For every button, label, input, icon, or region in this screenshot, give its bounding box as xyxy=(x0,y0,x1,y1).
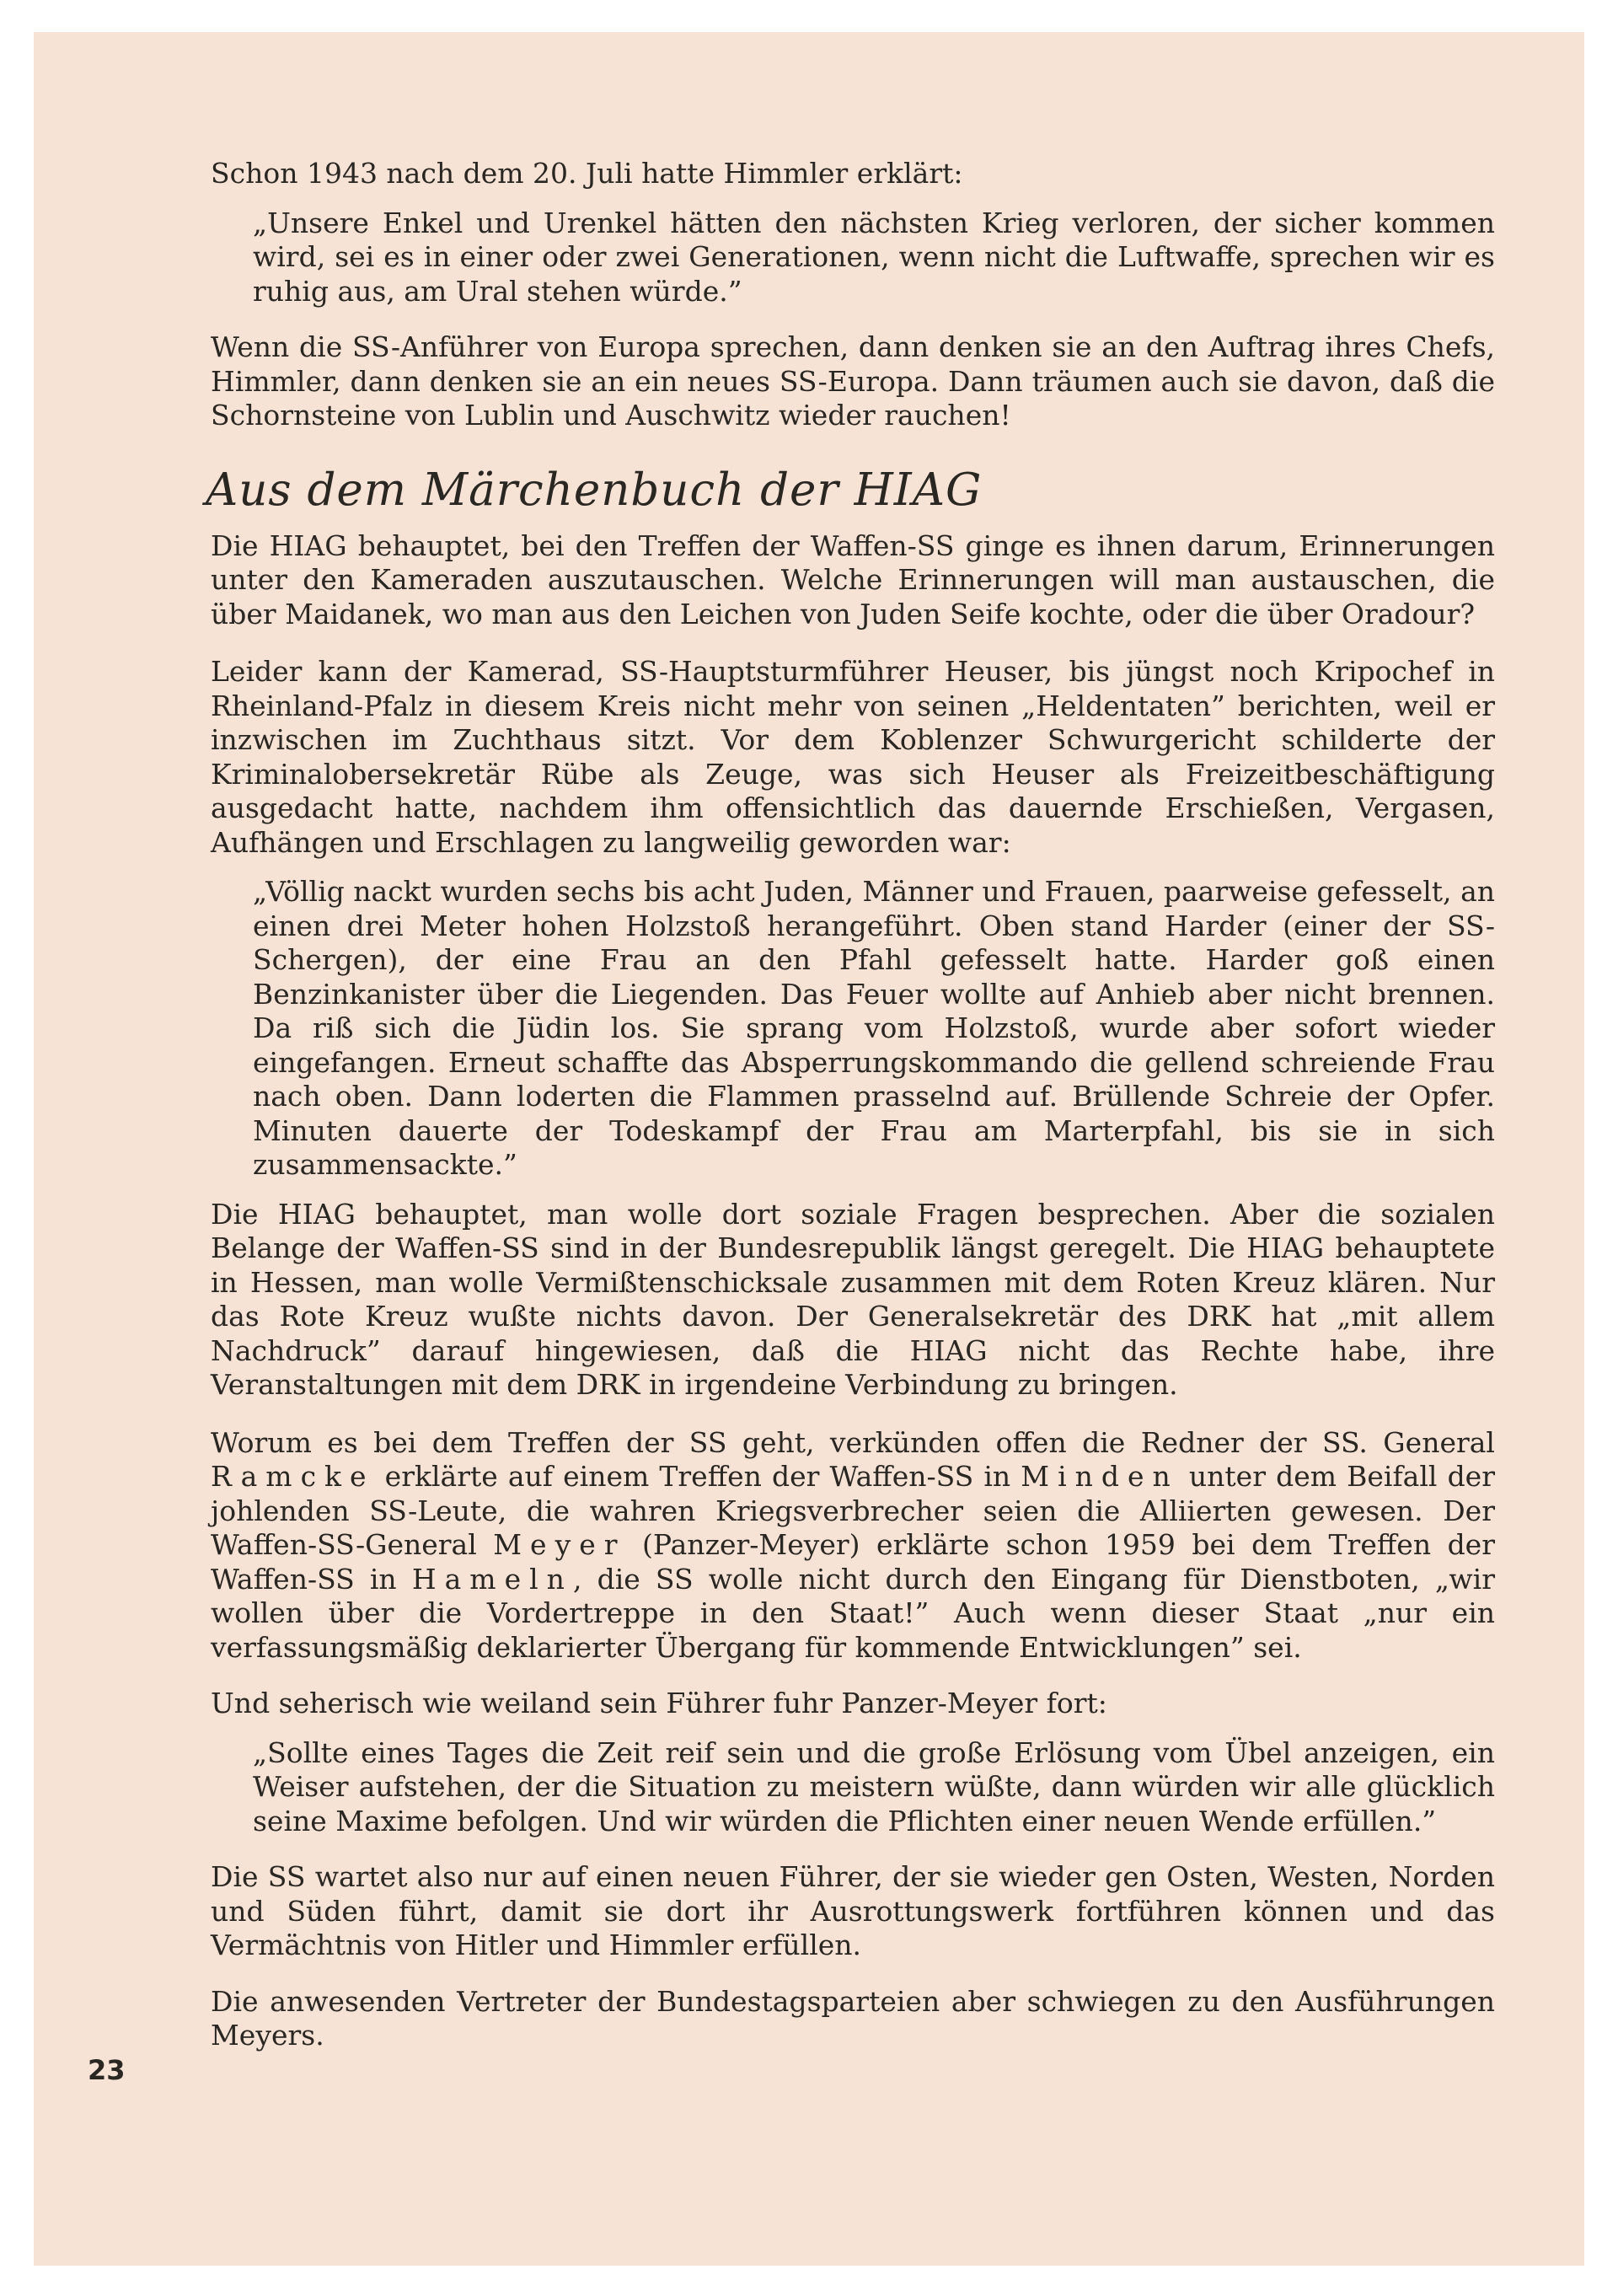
paragraph-ss-europa: Wenn die SS-Anführer von Europa sprechen, dann denken sie an den Auftrag ihres Chefs, Himmler, dann denken sie an ein neues SS-Europa. Dann träumen auch sie davon, daß die Schornsteine von Lublin und Auschwitz wieder rauchen! xyxy=(211,330,1495,432)
spaced-name-meyer: Meyer xyxy=(493,1528,626,1561)
text-run: unter dem Beifall der johlenden SS-Leute, die wahren Kriegsverbrecher seien die Alliierten gewesen. Der Waffen-SS-General xyxy=(211,1460,1495,1561)
text-run: Worum es bei dem Treffen der SS geht, verkünden offen die Redner der SS. General xyxy=(211,1425,1495,1459)
witness-quote: „Völlig nackt wurden sechs bis acht Juden, Männer und Frauen, paarweise gefesselt, an einen drei Meter hohen Holzstoß herangeführt. Oben stand Harder (einer der SS-Schergen), der eine Frau an den Pfahl gefesselt hatte. Harder goß einen Benzinkanister über die Liegenden. Das Feuer wollte auf Anhieb aber nicht brennen. Da riß sich die Jüdin los. Sie sprang vom Holzstoß, wurde aber sofort wieder eingefangen. Erneut schaffte das Absperrungskommando die gellend schreiende Frau nach oben. Dann loderten die Flammen prasselnd auf. Brüllende Schreie der Opfer. Minuten dauerte der Todeskampf der Frau am Marterpfahl, bis sie in sich zusammensackte.” xyxy=(253,875,1495,1181)
page-content xyxy=(206,157,1495,2053)
himmler-quote: „Unsere Enkel und Urenkel hätten den nächsten Krieg verloren, der sicher kommen wird, sei es in einer oder zwei Generationen, wenn nicht die Luftwaffe, sprechen wir es ruhig aus, am Ural stehen würde.” xyxy=(253,206,1495,308)
text-run: erklärte auf einem Treffen der Waffen-SS in xyxy=(374,1460,1021,1493)
section-heading: Aus dem Märchenbuch der HIAG xyxy=(206,464,983,516)
paragraph-social-questions: Die HIAG behauptet, man wolle dort soziale Fragen besprechen. Aber die sozialen Belange der Waffen-SS sind in der Bundesrepublik längst geregelt. Die HIAG behauptete in Hessen, man wolle Vermißtenschicksale zusammen mit dem Roten Kreuz klären. Nur das Rote Kreuz wußte nichts davon. Der Generalsekretär des DRK hat „mit allem Nachdruck” darauf hingewiesen, daß die HIAG nicht das Rechte habe, ihre Veranstaltungen mit dem DRK in irgendeine Verbindung zu bringen. xyxy=(211,1197,1495,1401)
paragraph-heuser: Leider kann der Kamerad, SS-Hauptsturmführer Heuser, bis jüngst noch Kripochef in Rheinland-Pfalz in diesem Kreis nicht mehr von seinen „Heldentaten” berichten, weil er inzwischen im Zuchthaus sitzt. Vor dem Koblenzer Schwurgericht schilderte der Kriminalobersekretär Rübe als Zeuge, was sich Heuser als Freizeitbeschäftigung ausgedacht hatte, nachdem ihm offensichtlich das dauernde Erschießen, Vergasen, Aufhängen und Erschlagen zu langweilig geworden war: xyxy=(211,655,1495,859)
paragraph-hiag-claims: Die HIAG behauptet, bei den Treffen der Waffen-SS ginge es ihnen darum, Erinnerungen unter den Kameraden auszutauschen. Welche Erinnerungen will man austauschen, die über Maidanek, wo man aus den Leichen von Juden Seife kochte, oder die über Oradour? xyxy=(211,528,1495,630)
paragraph-panzer-meyer: Und seherisch wie weiland sein Führer fuhr Panzer-Meyer fort: xyxy=(211,1687,1107,1719)
spaced-place-hameln: Hameln xyxy=(411,1562,573,1596)
page-number: 23 xyxy=(88,2054,126,2086)
text-run: (Panzer-Meyer) erklärte schon 1959 bei dem Treffen der Waffen-SS in xyxy=(211,1528,1495,1596)
paragraph-ss-speakers xyxy=(211,1426,1495,1666)
paragraph-closing: Die anwesenden Vertreter der Bundestagsparteien aber schwiegen zu den Ausführungen Meyers. xyxy=(211,1984,1495,2052)
spaced-name-ramcke: Ramcke xyxy=(211,1460,375,1493)
meyer-quote: „Sollte eines Tages die Zeit reif sein und die große Erlösung vom Übel anzeigen, ein Weiser aufstehen, der die Situation zu meistern wüßte, dann würden wir alle glücklich seine Maxime befolgen. Und wir würden die Pflichten einer neuen Wende erfüllen.” xyxy=(253,1735,1495,1837)
spaced-place-minden: Minden xyxy=(1021,1460,1179,1493)
paragraph-new-fuehrer: Die SS wartet also nur auf einen neuen Führer, der sie wieder gen Osten, Westen, Norden und Süden führt, damit sie dort ihr Ausrottungswerk fortführen können und das Vermächtnis von Hitler und Himmler erfüllen. xyxy=(211,1860,1495,1961)
text-run: , die SS wolle nicht durch den Eingang für Dienstboten, „wir wollen über die Vordertreppe in den Staat!” Auch wenn dieser Staat „nur ein verfassungsmäßig deklarierter Übergang für kommende Entwicklungen” sei. xyxy=(211,1562,1495,1664)
intro-paragraph: Schon 1943 nach dem 20. Juli hatte Himmler erklärt: xyxy=(211,157,963,190)
page-sheet xyxy=(34,32,1584,2266)
